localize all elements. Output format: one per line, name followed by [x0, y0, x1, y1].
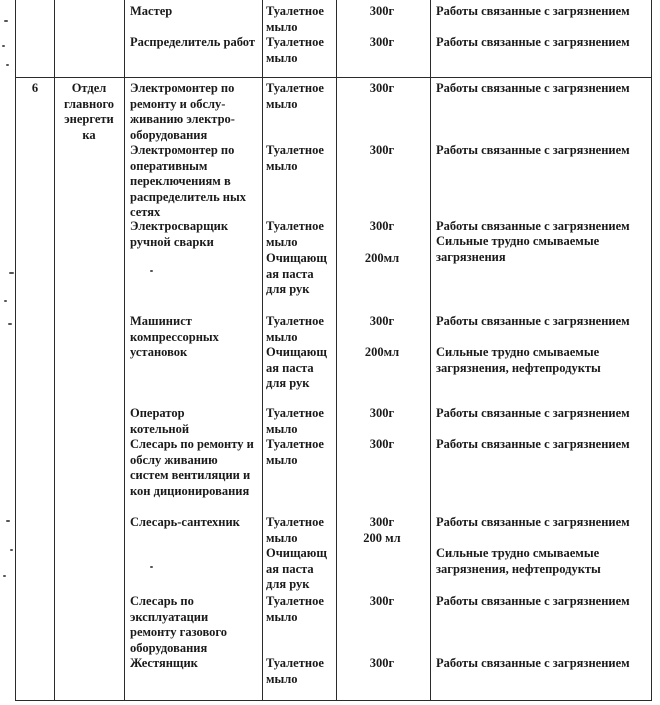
position-name: Мастер	[130, 4, 173, 18]
department-name: Отдел главного энергети ка	[63, 81, 115, 142]
amount: 300г	[369, 81, 395, 95]
column-divider	[54, 0, 55, 700]
row-divider	[15, 700, 652, 701]
column-divider	[124, 0, 125, 700]
scan-speck	[10, 549, 13, 551]
section-number: 6	[31, 81, 39, 95]
column-divider	[15, 0, 16, 88]
product-name: Туалетное мыло	[266, 35, 324, 65]
work-conditions: Сильные трудно смываемые загрязнения	[436, 234, 600, 264]
row-divider	[15, 77, 652, 78]
scan-speck	[4, 300, 7, 302]
scan-speck	[150, 566, 153, 568]
work-conditions: Работы связанные с загрязнением	[436, 81, 630, 95]
work-conditions: Работы связанные с загрязнением	[436, 594, 630, 608]
work-conditions: Сильные трудно смываемые загрязнения, нефтепродукты	[436, 546, 601, 576]
product-name: Туалетное мыло	[266, 314, 324, 344]
position-name: Распределитель работ	[130, 35, 256, 49]
column-divider	[262, 0, 263, 700]
position-name: Оператор котельной	[130, 406, 190, 436]
column-divider	[15, 88, 16, 700]
work-conditions: Работы связанные с загрязнением	[436, 656, 630, 670]
amount: 200мл	[364, 345, 400, 359]
position-name: Слесарь-сантехник	[130, 515, 240, 529]
scan-speck	[9, 272, 14, 274]
position-name: Слесарь по ремонту и обслу живанию систем вентиляции и кон диционирования	[130, 437, 254, 498]
scan-speck	[4, 20, 8, 22]
column-divider	[651, 0, 652, 700]
amount: 300г	[369, 35, 395, 49]
amount: 300г	[369, 4, 395, 18]
amount: 200 мл	[363, 531, 401, 545]
work-conditions: Сильные трудно смываемые загрязнения, нефтепродукты	[436, 345, 601, 375]
product-name: Туалетное мыло	[266, 406, 324, 436]
amount: 300г	[369, 437, 395, 451]
amount: 300г	[369, 406, 395, 420]
scan-speck	[150, 270, 153, 272]
product-name: Очищающ ая паста для рук	[266, 345, 327, 390]
work-conditions: Работы связанные с загрязнением	[436, 314, 630, 328]
amount: 300г	[369, 515, 395, 529]
column-divider	[430, 0, 431, 700]
position-name: Электромонтер по оперативным переключениям в распределитель ных сетях	[130, 143, 247, 219]
amount: 300г	[369, 314, 395, 328]
product-name: Туалетное мыло	[266, 219, 324, 249]
work-conditions: Работы связанные с загрязнением	[436, 515, 630, 529]
work-conditions: Работы связанные с загрязнением	[436, 4, 630, 18]
scan-speck	[6, 64, 9, 66]
amount: 300г	[369, 143, 395, 157]
work-conditions: Работы связанные с загрязнением	[436, 219, 630, 233]
position-name: Жестянщик	[130, 656, 198, 670]
amount: 300г	[369, 656, 395, 670]
scan-speck	[3, 575, 6, 577]
product-name: Туалетное мыло	[266, 437, 324, 467]
product-name: Очищающ ая паста для рук	[266, 251, 327, 296]
product-name: Туалетное мыло	[266, 81, 324, 111]
scan-speck	[8, 323, 12, 325]
amount: 300г	[369, 594, 395, 608]
amount: 300г	[369, 219, 395, 233]
product-name: Туалетное мыло	[266, 4, 324, 34]
amount: 200мл	[364, 251, 400, 265]
product-name: Туалетное мыло	[266, 594, 324, 624]
work-conditions: Работы связанные с загрязнением	[436, 406, 630, 420]
product-name: Туалетное мыло	[266, 656, 324, 686]
position-name: Электромонтер по ремонту и обслу-живанию электро-оборудования	[130, 81, 235, 142]
product-name: Очищающ ая паста для рук	[266, 546, 327, 591]
product-name: Туалетное мыло	[266, 143, 324, 173]
position-name: Электросварщик ручной сварки	[130, 219, 229, 249]
scan-speck	[2, 45, 5, 47]
work-conditions: Работы связанные с загрязнением	[436, 437, 630, 451]
scan-speck	[6, 520, 10, 522]
position-name: Слесарь по эксплуатации ремонту газового оборудования	[130, 594, 227, 655]
column-divider	[336, 0, 337, 700]
work-conditions: Работы связанные с загрязнением	[436, 35, 630, 49]
work-conditions: Работы связанные с загрязнением	[436, 143, 630, 157]
product-name: Туалетное мыло	[266, 515, 324, 545]
position-name: Машинист компрессорных установок	[130, 314, 219, 359]
